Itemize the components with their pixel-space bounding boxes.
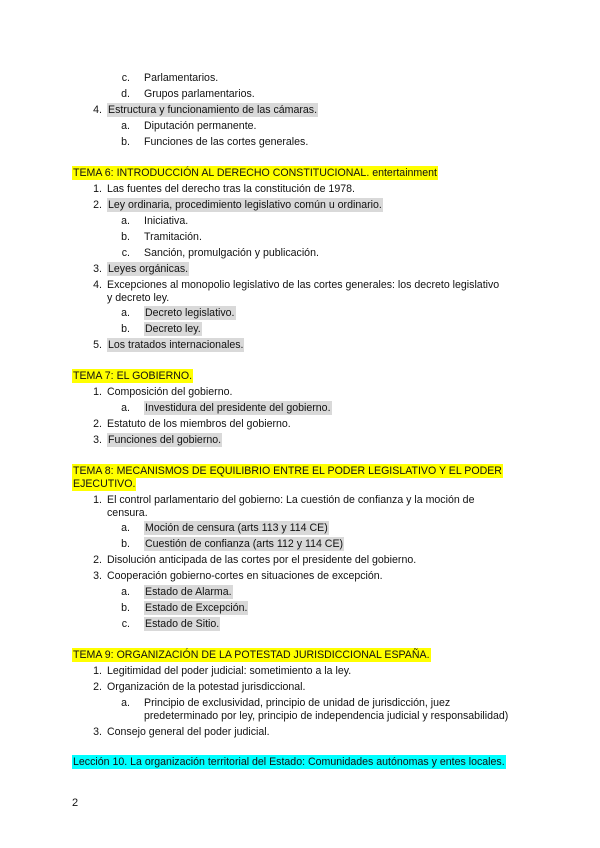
list-item: Las fuentes del derecho tras la constitución de 1978. (107, 183, 355, 195)
section-heading-tema8-cont: EJECUTIVO. (73, 478, 136, 490)
list-marker: d. (121, 88, 130, 100)
list-marker: 4. (93, 104, 102, 116)
list-item: Leyes orgánicas. (108, 263, 189, 275)
list-item: Tramitación. (144, 231, 202, 243)
list-item: Estructura y funcionamiento de las cámaras. (108, 104, 318, 116)
list-item: Ley ordinaria, procedimiento legislativo común u ordinario. (108, 199, 382, 211)
list-item: Funciones de las cortes generales. (144, 136, 309, 148)
list-item: Decreto ley. (145, 323, 201, 335)
list-marker: 1. (93, 183, 102, 195)
section-heading-tema7: TEMA 7: EL GOBIERNO. (73, 370, 193, 382)
list-marker: 4. (93, 279, 102, 291)
section-heading-tema9: TEMA 9: ORGANIZACIÓN DE LA POTESTAD JURISDICCIONAL ESPAÑA. (73, 649, 430, 661)
list-marker: 1. (93, 665, 102, 677)
list-marker: 3. (93, 570, 102, 582)
list-item: Excepciones al monopolio legislativo de las cortes generales: los decreto legislativo (107, 279, 500, 291)
list-marker: a. (121, 215, 130, 227)
list-marker: 3. (93, 263, 102, 275)
list-item-continuation: censura. (107, 507, 148, 519)
list-marker: 5. (93, 339, 102, 351)
list-marker: a. (121, 697, 130, 709)
list-marker: b. (121, 136, 130, 148)
list-item: Estado de Excepción. (145, 602, 248, 614)
list-marker: 1. (93, 386, 102, 398)
list-marker: b. (121, 231, 130, 243)
list-marker: b. (121, 538, 130, 550)
list-marker: c. (121, 72, 130, 84)
list-marker: a. (121, 522, 130, 534)
section-heading-tema8: TEMA 8: MECANISMOS DE EQUILIBRIO ENTRE EL PODER LEGISLATIVO Y EL PODER (73, 465, 502, 477)
list-item: Cuestión de confianza (arts 112 y 114 CE) (145, 538, 344, 550)
list-item-continuation: y decreto ley. (107, 292, 170, 304)
list-marker: a. (121, 307, 130, 319)
list-marker: 1. (93, 494, 102, 506)
section-heading-tema6: TEMA 6: INTRODUCCIÓN AL DERECHO CONSTITUCIONAL. entertainment (73, 167, 437, 179)
list-item: Parlamentarios. (144, 72, 219, 84)
list-item: Estado de Sitio. (145, 618, 220, 630)
list-item: Moción de censura (arts 113 y 114 CE) (145, 522, 328, 534)
list-item: El control parlamentario del gobierno: La cuestión de confianza y la moción de (107, 494, 475, 506)
list-item: Diputación permanente. (144, 120, 257, 132)
list-marker: 2. (93, 554, 102, 566)
list-item: Los tratados internacionales. (108, 339, 244, 351)
list-item: Organización de la potestad jurisdiccional. (107, 681, 306, 693)
list-item: Composición del gobierno. (107, 386, 233, 398)
list-marker: a. (121, 402, 130, 414)
list-marker: 2. (93, 418, 102, 430)
list-marker: b. (121, 323, 130, 335)
list-item: Principio de exclusividad, principio de unidad de jurisdicción, juez (144, 697, 451, 709)
list-item: Cooperación gobierno-cortes en situaciones de excepción. (107, 570, 383, 582)
list-marker: 3. (93, 726, 102, 738)
list-marker: a. (121, 120, 130, 132)
list-marker: a. (121, 586, 130, 598)
list-item: Grupos parlamentarios. (144, 88, 255, 100)
list-marker: 2. (93, 199, 102, 211)
section-heading-leccion10: Lección 10. La organización territorial del Estado: Comunidades autónomas y entes locales. (73, 756, 505, 768)
list-item: Iniciativa. (144, 215, 189, 227)
list-item: Estatuto de los miembros del gobierno. (107, 418, 291, 430)
list-marker: c. (121, 247, 130, 259)
list-item: Legitimidad del poder judicial: sometimiento a la ley. (107, 665, 352, 677)
list-item: Consejo general del poder judicial. (107, 726, 270, 738)
list-item: Estado de Alarma. (145, 586, 232, 598)
list-marker: b. (121, 602, 130, 614)
list-marker: c. (121, 618, 130, 630)
list-item: Funciones del gobierno. (108, 434, 222, 446)
list-item: Sanción, promulgación y publicación. (144, 247, 319, 259)
list-item-continuation: predeterminado por ley, principio de independencia judicial y responsabilidad) (144, 710, 509, 722)
list-item: Investidura del presidente del gobierno. (145, 402, 331, 414)
list-item: Decreto legislativo. (145, 307, 235, 319)
list-marker: 3. (93, 434, 102, 446)
list-marker: 2. (93, 681, 102, 693)
page-number: 2 (72, 797, 79, 809)
list-item: Disolución anticipada de las cortes por el presidente del gobierno. (107, 554, 417, 566)
